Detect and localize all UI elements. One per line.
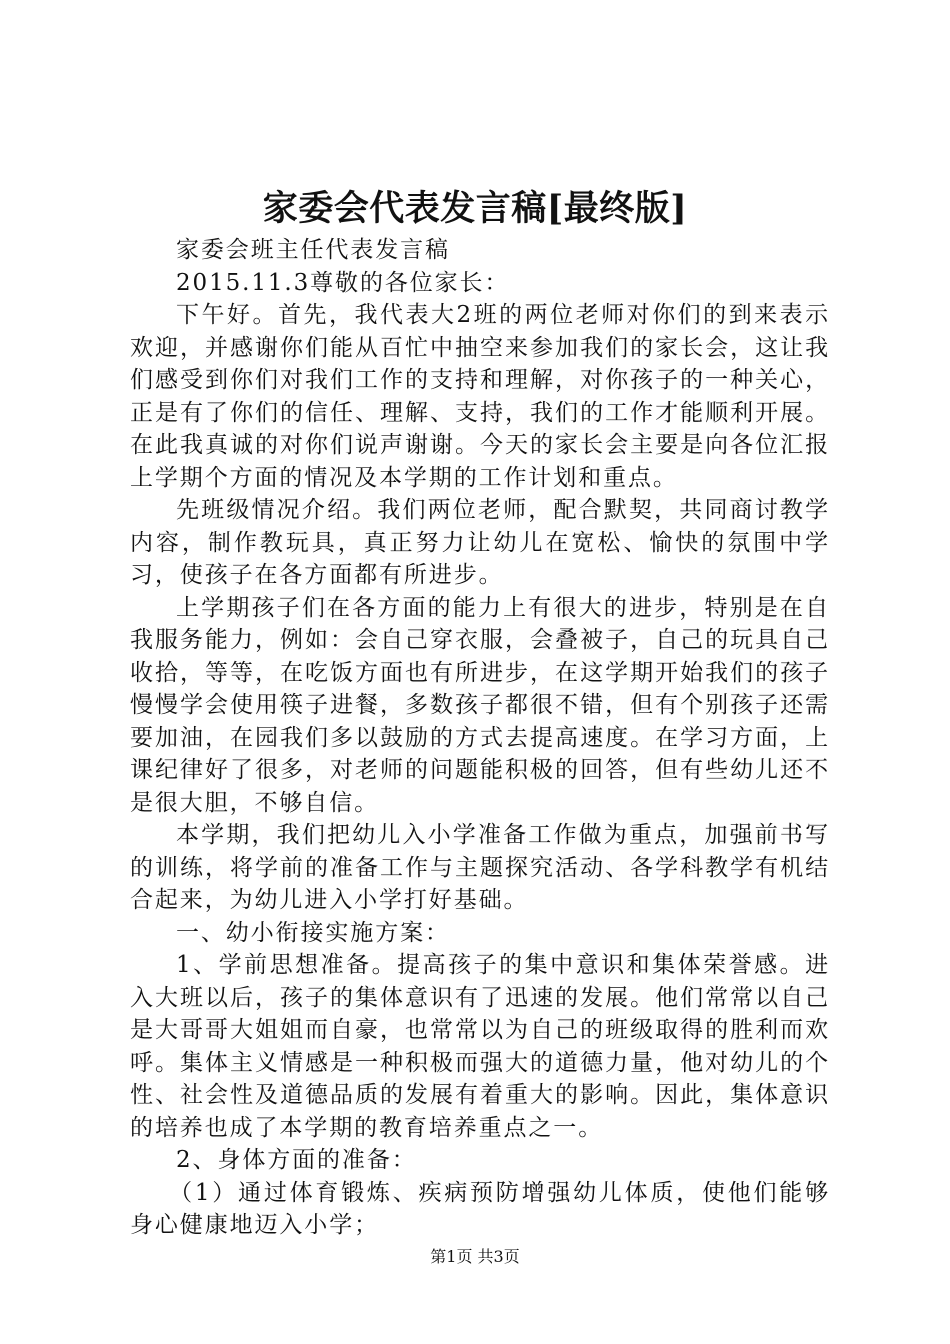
item-2-heading: 2、身体方面的准备： bbox=[176, 1147, 417, 1173]
document-body bbox=[130, 234, 830, 1242]
last-semester-paragraph: 上学期孩子们在各方面的能力上有很大的进步，特别是在自我服务能力，例如：会自己穿衣服，会叠被子，自己的玩具自己收拾，等等，在吃饭方面也有所进步，在这学期开始我们的孩子慢慢学会使用筷子进餐，多数孩子都很不错，但有个别孩子还需要加油，在园我们多以鼓励的方式去提高速度。在学习方面，上课纪律好了很多，对老师的问题能积极的回答，但有些幼儿还不是很大胆，不够自信。 bbox=[130, 594, 830, 816]
section-heading-plan: 一、幼小衔接实施方案： bbox=[176, 919, 450, 946]
this-semester-paragraph: 本学期，我们把幼儿入小学准备工作做为重点，加强前书写的训练，将学前的准备工作与主题探究活动、各学科教学有机结合起来，为幼儿进入小学打好基础。 bbox=[130, 822, 830, 913]
item-2-1-paragraph: （1）通过体育锻炼、疾病预防增强幼儿体质，使他们能够身心健康地迈入小学； bbox=[130, 1179, 830, 1238]
date-greeting-paragraph: 2015.11.3尊敬的各位家长： bbox=[176, 269, 510, 296]
item-1-paragraph: 1、学前思想准备。提高孩子的集中意识和集体荣誉感。进入大班以后，孩子的集体意识有了迅速的发展。他们常常以自己是大哥哥大姐姐而自豪，也常常以为自己的班级取得的胜利而欢呼。集体主义情感是一种积极而强大的道德力量，他对幼儿的个性、社会性及道德品质的发展有着重大的影响。因此，集体意识的培养也成了本学期的教育培养重点之一。 bbox=[130, 952, 830, 1141]
subtitle-paragraph: 家委会班主任代表发言稿 bbox=[176, 237, 450, 263]
class-intro-paragraph: 先班级情况介绍。我们两位老师，配合默契，共同商讨教学内容，制作教玩具，真正努力让幼儿在宽松、愉快的氛围中学习，使孩子在各方面都有所进步。 bbox=[130, 497, 830, 588]
document-title: 家委会代表发言稿[最终版] bbox=[262, 188, 688, 229]
page-number-footer: 第1页 共3页 bbox=[430, 1247, 520, 1266]
opening-paragraph: 下午好。首先，我代表大2班的两位老师对你们的到来表示欢迎，并感谢你们能从百忙中抽空来参加我们的家长会，这让我们感受到你们对我们工作的支持和理解，对你孩子的一种关心，正是有了你们的信任、理解、支持，我们的工作才能顺利开展。在此我真诚的对你们说声谢谢。今天的家长会主要是向各位汇报上学期个方面的情况及本学期的工作计划和重点。 bbox=[130, 302, 830, 491]
